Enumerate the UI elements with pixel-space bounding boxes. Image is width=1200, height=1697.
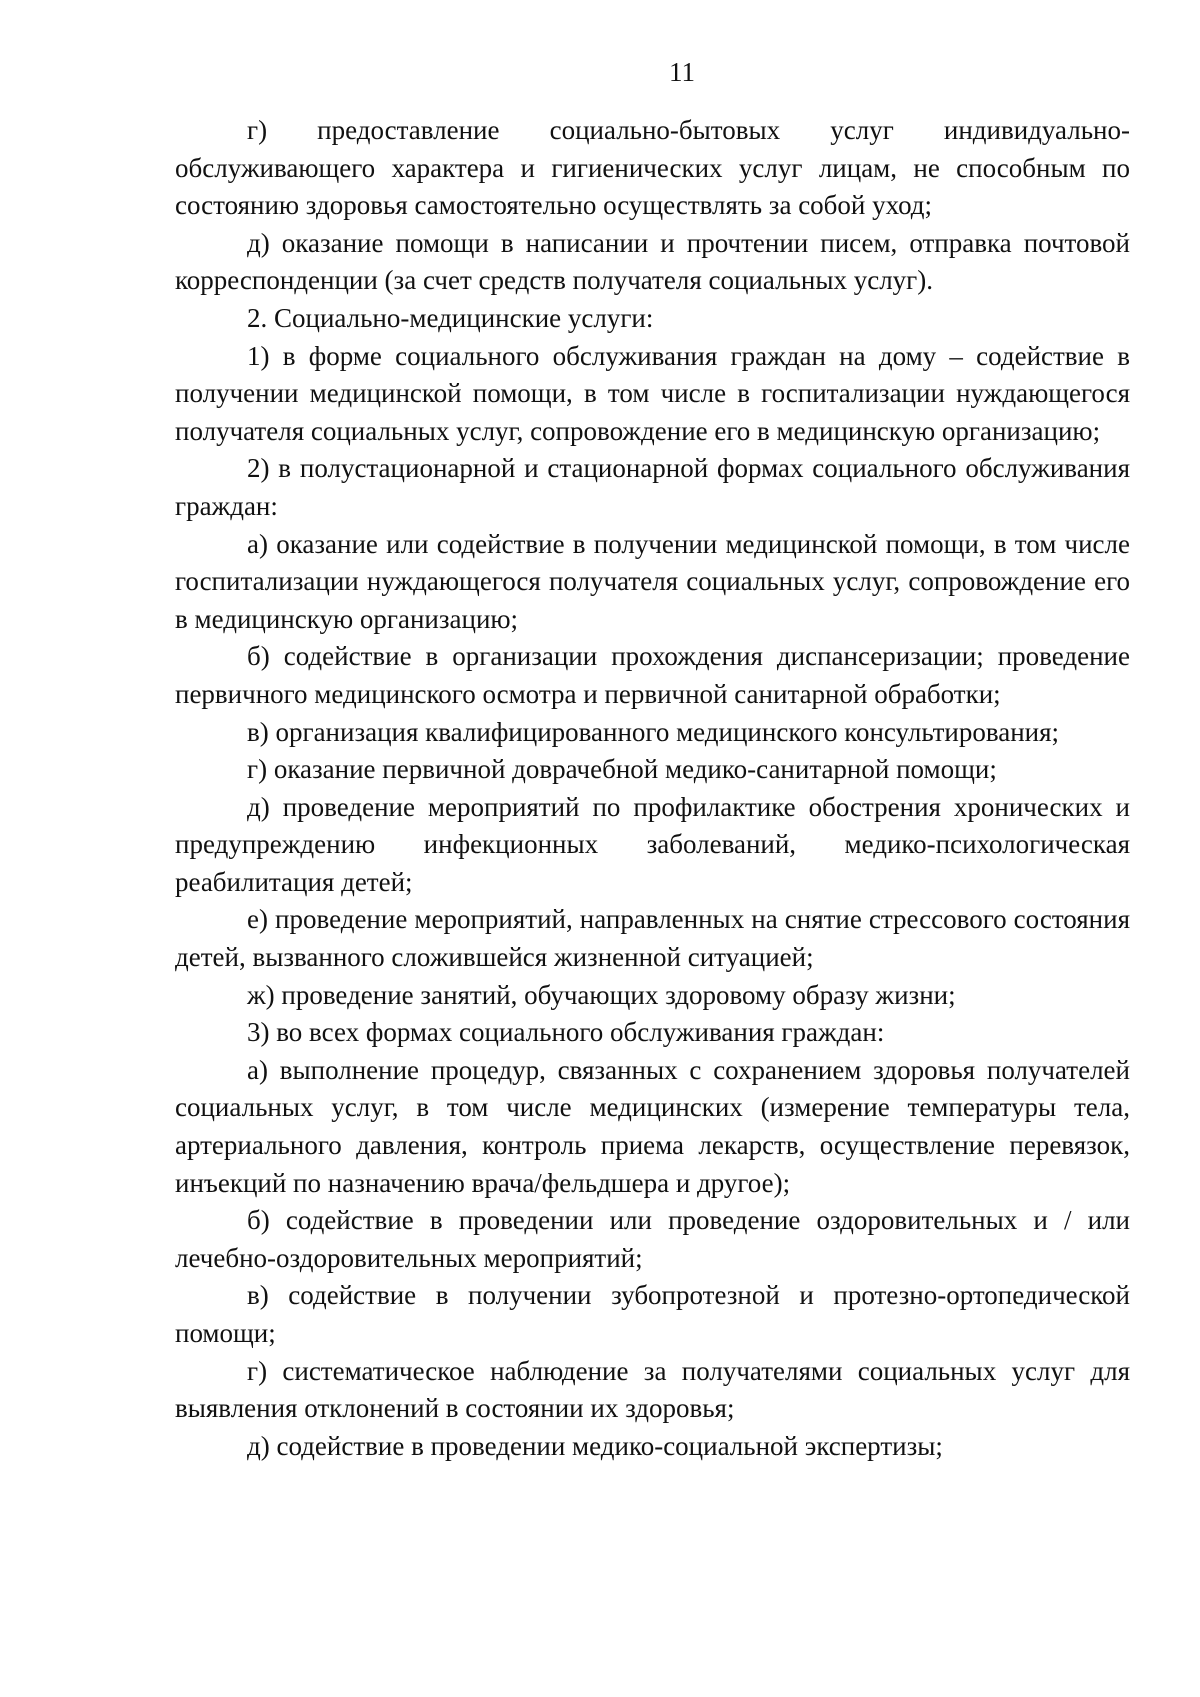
paragraph-item: д) содействие в проведении медико-социальной экспертизы;: [247, 1430, 943, 1461]
document-body: [175, 112, 1130, 1465]
paragraph-item: в) организация квалифицированного медицинского консультирования;: [247, 716, 1060, 747]
paragraph-item: ж) проведение занятий, обучающих здоровому образу жизни;: [247, 979, 956, 1010]
paragraph-item: 3) во всех формах социального обслуживания граждан:: [247, 1017, 885, 1048]
paragraph-item: б) содействие в организации прохождения диспансеризации; проведение первичного медицинского осмотра и первичной санитарной обработки;: [175, 641, 1130, 709]
paragraph-item: д) проведение мероприятий по профилактике обострения хронических и предупреждению инфекционных заболеваний, медико-психологическая реабилитация детей;: [175, 791, 1130, 897]
paragraph-item: е) проведение мероприятий, направленных на снятие стрессового состояния детей, вызванного сложившейся жизненной ситуацией;: [175, 904, 1130, 973]
paragraph-item: б) содействие в проведении или проведение оздоровительных и / или лечебно-оздоровительных мероприятий;: [175, 1205, 1130, 1273]
paragraph-item: д) оказание помощи в написании и прочтении писем, отправка почтовой корреспонденции (за счет средств получателя социальных услуг).: [175, 227, 1130, 296]
paragraph-item: г) предоставление социально-бытовых услуг индивидуально-обслуживающего характера и гигиенических услуг лицам, не способным по состоянию здоровья самостоятельно осуществлять за собой уход;: [175, 115, 1130, 221]
paragraph-item: в) содействие в получении зубопротезной и протезно-ортопедической помощи;: [175, 1280, 1130, 1348]
paragraph-item: 2) в полустационарной и стационарной формах социального обслуживания граждан:: [175, 453, 1130, 521]
page-number: 11: [669, 57, 695, 87]
section-heading: 2. Социально-медицинские услуги:: [247, 302, 654, 333]
paragraph-item: а) выполнение процедур, связанных с сохранением здоровья получателей социальных услуг, в том числе медицинских (измерение температуры тела, артериального давления, контроль приема лекарств, осуществление перевязок, инъекций по назначению врача/фельдшера и другое);: [175, 1054, 1130, 1198]
paragraph-item: г) оказание первичной доврачебной медико-санитарной помощи;: [247, 754, 997, 785]
paragraph-item: 1) в форме социального обслуживания граждан на дому – содействие в получении медицинской помощи, в том числе в госпитализации нуждающегося получателя социальных услуг, сопровождение его в медицинскую организацию;: [175, 340, 1130, 446]
paragraph-item: а) оказание или содействие в получении медицинской помощи, в том числе госпитализации нуждающегося получателя социальных услуг, сопровождение его в медицинскую организацию;: [175, 528, 1130, 634]
paragraph-item: г) систематическое наблюдение за получателями социальных услуг для выявления отклонений в состоянии их здоровья;: [175, 1355, 1130, 1424]
